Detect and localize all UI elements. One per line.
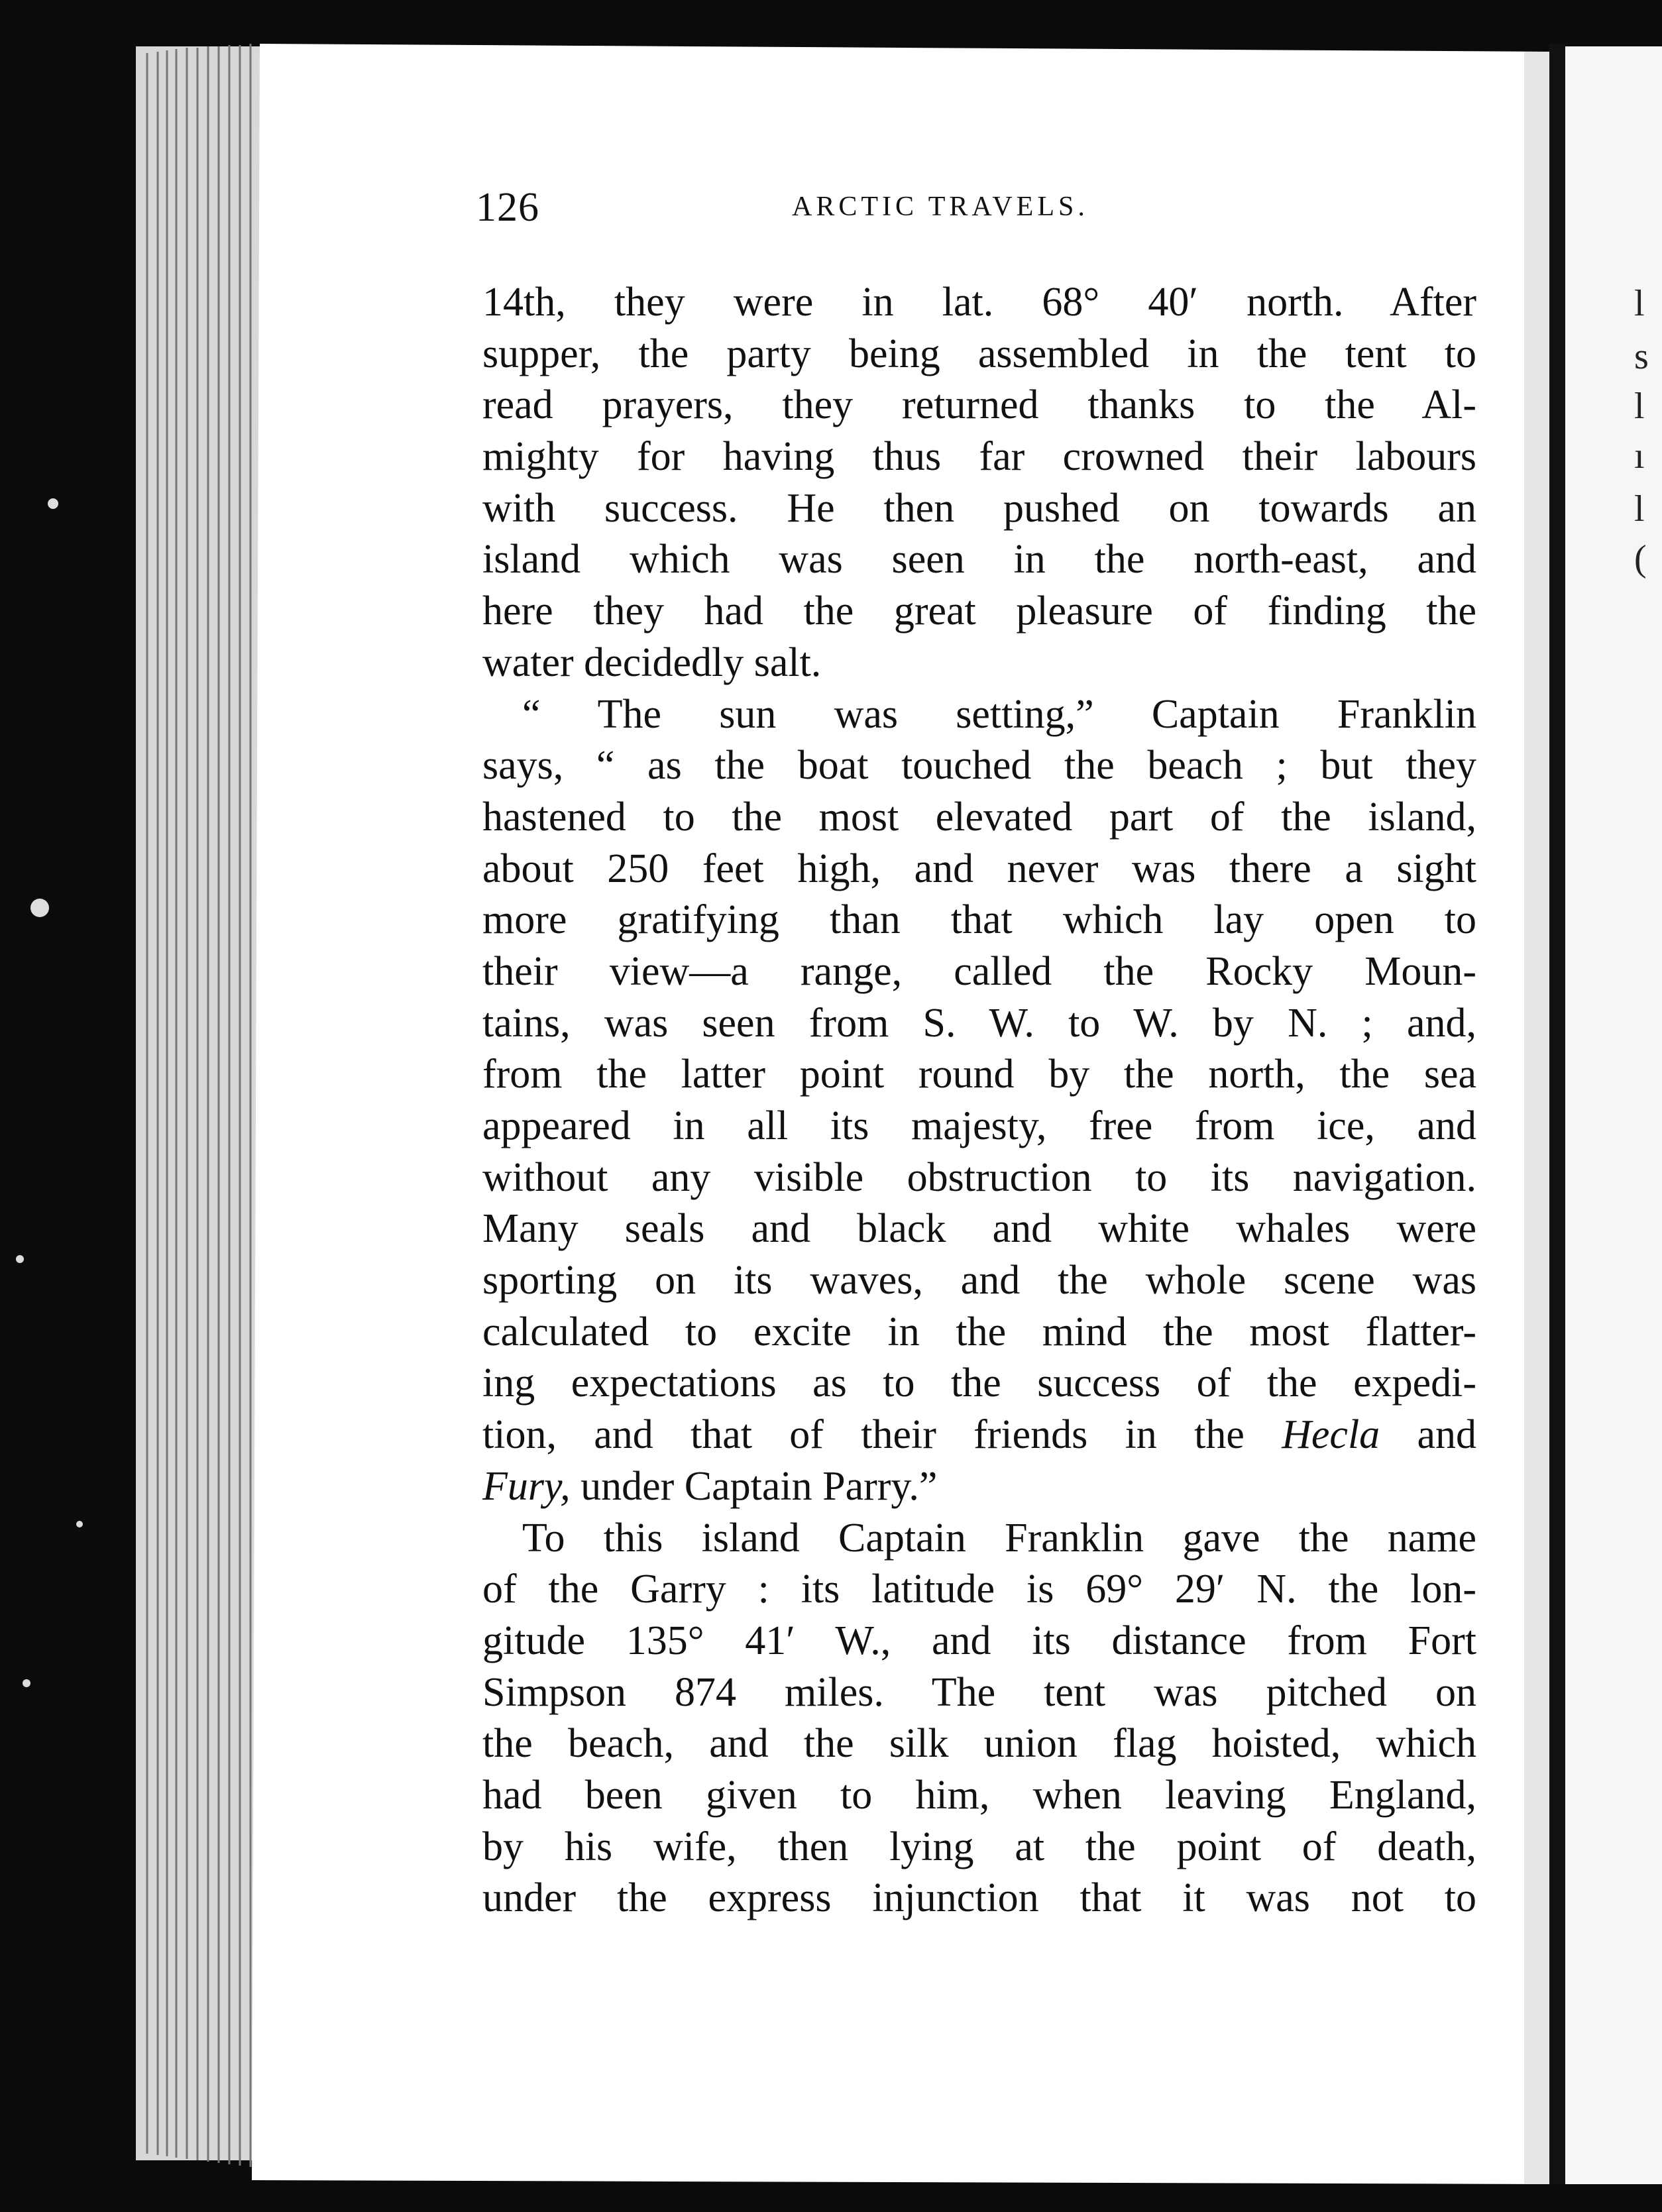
text-line: gitude 135° 41′ W., and its distance from Fort — [482, 1618, 1476, 1663]
facing-page-letter: l — [1634, 386, 1645, 427]
facing-page-letter: s — [1634, 336, 1649, 377]
binding-gutter — [1549, 40, 1565, 2193]
text-segment: and — [1417, 1412, 1477, 1458]
text-line: about 250 feet high, and never was there a sight — [482, 846, 1476, 891]
bottom-band — [0, 2184, 1662, 2212]
body-text — [482, 277, 1476, 1924]
text-line: their view—a range, called the Rocky Moun- — [482, 948, 1476, 994]
text-line-mixed — [482, 1410, 1476, 1461]
text-line: more gratifying than that which lay open to — [482, 897, 1476, 943]
text-line: says, “ as the boat touched the beach ; but they — [482, 743, 1476, 789]
gutter-shadow — [1524, 52, 1551, 2184]
text-line: had been given to him, when leaving England, — [482, 1772, 1476, 1818]
text-segment: under Captain Parry.” — [581, 1463, 938, 1509]
text-line: hastened to the most elevated part of the island, — [482, 794, 1476, 840]
text-line: calculated to excite in the mind the most flatter- — [482, 1309, 1476, 1355]
text-line: mighty for having thus far crowned their labours — [482, 434, 1476, 480]
facing-page-letter: l — [1634, 283, 1645, 324]
text-line: with success. He then pushed on towards an — [482, 485, 1476, 531]
facing-page-letter: ı — [1634, 435, 1645, 476]
text-line: read prayers, they returned thanks to the Al- — [482, 382, 1476, 428]
text-line: under the express injunction that it was not to — [482, 1875, 1476, 1921]
text-line: here they had the great pleasure of finding the — [482, 588, 1476, 634]
text-line: 14th, they were in lat. 68° 40′ north. After — [482, 280, 1476, 325]
facing-page-letter: ( — [1634, 538, 1647, 579]
text-line: without any visible obstruction to its navigation. — [482, 1154, 1476, 1200]
text-line: “ The sun was setting,” Captain Franklin — [522, 691, 1476, 737]
text-line: Many seals and black and white whales were — [482, 1206, 1476, 1252]
text-line-mixed — [482, 1461, 1476, 1513]
text-line: ing expectations as to the success of the expedi- — [482, 1360, 1476, 1406]
text-line: tains, was seen from S. W. to W. by N. ; and, — [482, 1000, 1476, 1046]
text-line: supper, the party being assembled in the tent to — [482, 331, 1476, 376]
page-number: 126 — [476, 185, 539, 230]
text-line: water decidedly salt. — [482, 639, 822, 685]
text-line: Simpson 874 miles. The tent was pitched on — [482, 1669, 1476, 1715]
page-stack-edge — [136, 46, 262, 2160]
text-line: the beach, and the silk union flag hoisted, which — [482, 1721, 1476, 1767]
text-line: of the Garry : its latitude is 69° 29′ N. the lon- — [482, 1567, 1476, 1612]
italic-ship-name: Hecla — [1282, 1412, 1380, 1458]
facing-page-letter: l — [1634, 488, 1645, 529]
italic-ship-name: Fury, — [482, 1463, 571, 1509]
text-line: To this island Captain Franklin gave the name — [522, 1515, 1476, 1561]
text-line: by his wife, then lying at the point of death, — [482, 1824, 1476, 1869]
text-line: appeared in all its majesty, free from ice, and — [482, 1103, 1476, 1148]
running-head: ARCTIC TRAVELS. — [792, 192, 1089, 222]
text-segment: tion, and that of their friends in the — [482, 1412, 1245, 1458]
text-line: island which was seen in the north-east, and — [482, 537, 1476, 582]
text-line: from the latter point round by the north, the sea — [482, 1052, 1476, 1097]
top-band — [0, 0, 1662, 44]
text-line: sporting on its waves, and the whole scene was — [482, 1258, 1476, 1303]
